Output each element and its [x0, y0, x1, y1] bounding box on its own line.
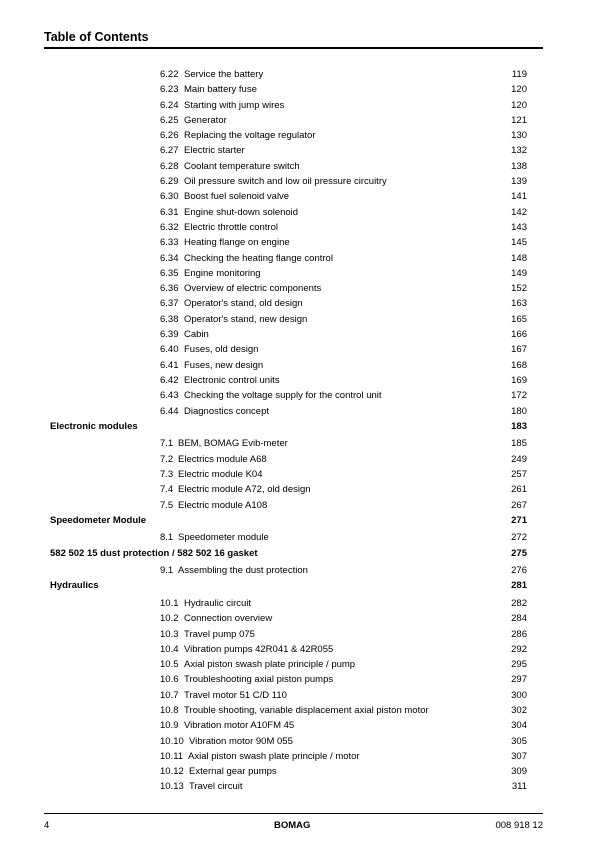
toc-entry-number: 9.1	[160, 565, 174, 577]
toc-page-number: 305	[511, 735, 527, 747]
toc-entry-title: Operator's stand, new design	[184, 313, 308, 325]
toc-page-number: 141	[511, 191, 527, 203]
toc-entry-title: Electrics module A68	[178, 453, 267, 465]
toc-entry-number: 6.23	[160, 84, 179, 96]
toc-entry-number: 10.3	[160, 628, 179, 640]
toc-entry-title: Connection overview	[184, 613, 273, 625]
toc-entry-title: Fuses, new design	[184, 359, 264, 371]
toc-entry[interactable]	[0, 749, 596, 764]
toc-page-number: 286	[511, 628, 527, 640]
toc-page-number: 120	[511, 99, 527, 111]
toc-entry[interactable]	[0, 596, 596, 611]
toc-entry[interactable]	[0, 358, 596, 373]
toc-page-number: 148	[511, 252, 527, 264]
toc-entry-number: 6.36	[160, 283, 179, 295]
toc-entry[interactable]	[0, 281, 596, 296]
toc-entry-number: 10.13	[160, 781, 184, 793]
toc-entry-number: 6.22	[160, 69, 179, 80]
toc-page-number: 304	[511, 720, 527, 732]
footer-doc-number: 008 918 12	[495, 820, 543, 831]
toc-entry-title: Boost fuel solenoid valve	[184, 191, 290, 203]
toc-page-number: 267	[511, 499, 527, 511]
toc-page-number: 261	[511, 484, 527, 496]
toc-entry-title: Starting with jump wires	[184, 99, 285, 111]
toc-page-number: 165	[511, 313, 527, 325]
toc-page-number: 172	[511, 390, 527, 402]
toc-entry-number: 6.42	[160, 374, 179, 386]
toc-entry[interactable]	[0, 718, 596, 733]
toc-page-number: 145	[511, 237, 527, 249]
toc-entry[interactable]	[0, 205, 596, 220]
toc-entry-number: 6.27	[160, 145, 179, 157]
toc-section-title: Electronic modules	[50, 420, 138, 432]
toc-entry[interactable]	[0, 128, 596, 143]
toc-page-number: 297	[511, 674, 527, 686]
toc-entry-number: 7.4	[160, 484, 174, 496]
toc-entry[interactable]	[0, 467, 596, 482]
footer-brand: BOMAG	[274, 820, 311, 831]
toc-page-number: 139	[511, 176, 527, 188]
toc-entry[interactable]	[0, 143, 596, 158]
footer-divider	[44, 813, 543, 814]
toc-entry[interactable]	[0, 312, 596, 327]
toc-entry-title: Vibration pumps 42R041 & 42R055	[184, 643, 334, 655]
toc-entry-title: Speedometer module	[178, 532, 269, 544]
toc-page-number: 302	[511, 704, 527, 716]
toc-page-number: 180	[511, 405, 527, 417]
title-divider	[44, 47, 543, 49]
toc-entry[interactable]	[0, 611, 596, 626]
toc-entry-title: Electronic control units	[184, 374, 280, 386]
toc-entry-title: Main battery fuse	[184, 84, 257, 96]
toc-entry-title: Generator	[184, 114, 227, 126]
table-of-contents	[0, 67, 596, 795]
toc-entry-number: 10.12	[160, 766, 184, 778]
toc-entry[interactable]	[0, 235, 596, 250]
toc-section-heading[interactable]	[0, 419, 596, 436]
toc-entry[interactable]	[0, 627, 596, 642]
toc-page-number: 167	[511, 344, 527, 356]
toc-page-number: 163	[511, 298, 527, 310]
toc-entry-number: 6.37	[160, 298, 179, 310]
toc-entry-number: 6.39	[160, 329, 179, 341]
toc-entry-number: 6.29	[160, 176, 179, 188]
toc-page-number: 275	[511, 547, 527, 559]
toc-page-number: 257	[511, 468, 527, 480]
toc-entry[interactable]	[0, 764, 596, 779]
toc-entry-title: Travel pump 075	[184, 628, 255, 640]
toc-entry-title: Replacing the voltage regulator	[184, 130, 316, 142]
toc-entry-number: 10.9	[160, 720, 179, 732]
toc-page-number: 143	[511, 221, 527, 233]
toc-entry-title: Assembling the dust protection	[178, 565, 308, 577]
toc-entry-title: Electric module A108	[178, 499, 268, 511]
toc-entry-number: 7.2	[160, 453, 174, 465]
toc-entry-title: Hydraulic circuit	[184, 597, 252, 609]
toc-entry-number: 10.1	[160, 597, 179, 609]
toc-section-heading[interactable]	[0, 578, 596, 595]
toc-page-number: 142	[511, 206, 527, 218]
toc-entry-title: Operator's stand, old design	[184, 298, 303, 310]
toc-section-title: Speedometer Module	[50, 514, 147, 526]
toc-entry-title: Oil pressure switch and low oil pressure circuitry	[184, 176, 387, 188]
toc-page-number: 276	[511, 565, 527, 577]
toc-section-heading[interactable]	[0, 546, 596, 563]
toc-entry-title: Electric module K04	[178, 468, 263, 480]
toc-entry[interactable]	[0, 436, 596, 451]
toc-entry[interactable]	[0, 530, 596, 545]
toc-page-number: 119	[511, 69, 527, 80]
page-title: Table of Contents	[44, 30, 149, 44]
toc-entry-number: 10.6	[160, 674, 179, 686]
toc-entry-number: 6.30	[160, 191, 179, 203]
toc-page-number: 130	[511, 130, 527, 142]
toc-entry-number: 6.41	[160, 359, 179, 371]
toc-section-heading[interactable]	[0, 513, 596, 530]
toc-entry-number: 10.11	[160, 750, 184, 762]
toc-page-number: 307	[511, 750, 527, 762]
toc-entry-title: Coolant temperature switch	[184, 160, 300, 172]
toc-entry-title: Overview of electric components	[184, 283, 322, 295]
toc-entry-number: 7.3	[160, 468, 174, 480]
toc-page-number: 168	[511, 359, 527, 371]
footer-page-number: 4	[44, 820, 50, 831]
toc-page-number: 272	[511, 532, 527, 544]
toc-page-number: 309	[511, 766, 527, 778]
toc-entry-number: 6.38	[160, 313, 179, 325]
toc-entry-title: Electric starter	[184, 145, 245, 157]
toc-entry-number: 6.25	[160, 114, 179, 126]
toc-entry-number: 6.34	[160, 252, 179, 264]
toc-entry-title: Heating flange on engine	[184, 237, 290, 249]
toc-entry[interactable]	[0, 388, 596, 403]
toc-entry[interactable]	[0, 688, 596, 703]
toc-entry-title: Vibration motor 90M 055	[189, 735, 293, 747]
toc-section-title: 582 502 15 dust protection / 582 502 16 gasket	[50, 547, 258, 559]
toc-entry[interactable]	[0, 657, 596, 672]
toc-page-number: 138	[511, 160, 527, 172]
toc-page-number: 120	[511, 84, 527, 96]
toc-entry-title: Fuses, old design	[184, 344, 259, 356]
toc-page-number: 121	[511, 114, 527, 126]
toc-page-number: 311	[511, 781, 527, 793]
toc-entry[interactable]	[0, 672, 596, 687]
toc-entry-number: 10.8	[160, 704, 179, 716]
toc-entry-title: BEM, BOMAG Evib-meter	[178, 438, 288, 450]
toc-page-number: 132	[511, 145, 527, 157]
toc-page-number: 281	[511, 580, 527, 592]
toc-page-number: 300	[511, 689, 527, 701]
toc-entry[interactable]	[0, 327, 596, 342]
toc-page-number: 292	[511, 643, 527, 655]
toc-entry-title: Diagnostics concept	[184, 405, 270, 417]
toc-entry-title: Travel circuit	[189, 781, 243, 793]
toc-entry[interactable]	[0, 734, 596, 749]
toc-entry[interactable]	[0, 563, 596, 578]
toc-entry-number: 8.1	[160, 532, 174, 544]
toc-page-number: 169	[511, 374, 527, 386]
toc-page-number: 271	[511, 514, 527, 526]
toc-entry-number: 6.26	[160, 130, 179, 142]
toc-entry-title: Trouble shooting, variable displacement axial piston motor	[184, 704, 429, 716]
toc-entry-number: 6.24	[160, 99, 179, 111]
toc-entry-title: Vibration motor A10FM 45	[184, 720, 295, 732]
toc-entry-title: Axial piston swash plate principle / pump	[184, 659, 356, 671]
toc-entry[interactable]	[0, 482, 596, 497]
toc-entry[interactable]	[0, 404, 596, 419]
toc-page-number: 284	[511, 613, 527, 625]
toc-page-number: 149	[511, 267, 527, 279]
toc-entry-number: 10.5	[160, 659, 179, 671]
toc-entry-number: 10.4	[160, 643, 179, 655]
toc-entry-number: 6.43	[160, 390, 179, 402]
toc-page-number: 282	[511, 597, 527, 609]
toc-entry[interactable]	[0, 703, 596, 718]
toc-entry-number: 7.1	[160, 438, 174, 450]
toc-entry-number: 10.7	[160, 689, 179, 701]
toc-entry[interactable]	[0, 220, 596, 235]
toc-entry-title: Checking the heating flange control	[184, 252, 333, 264]
toc-entry-number: 6.31	[160, 206, 179, 218]
toc-entry[interactable]	[0, 779, 596, 794]
toc-entry-number: 6.33	[160, 237, 179, 249]
toc-entry[interactable]	[0, 452, 596, 467]
toc-entry-title: External gear pumps	[189, 766, 277, 778]
toc-entry-number: 6.28	[160, 160, 179, 172]
toc-section-title: Hydraulics	[50, 580, 99, 592]
toc-page-number: 166	[511, 329, 527, 341]
toc-entry-title: Troubleshooting axial piston pumps	[184, 674, 334, 686]
toc-entry[interactable]	[0, 251, 596, 266]
toc-entry[interactable]	[0, 159, 596, 174]
toc-page-number: 185	[511, 438, 527, 450]
toc-entry[interactable]	[0, 266, 596, 281]
toc-entry[interactable]	[0, 98, 596, 113]
toc-entry-title: Service the battery	[184, 69, 264, 80]
toc-entry-number: 6.32	[160, 221, 179, 233]
toc-entry[interactable]	[0, 642, 596, 657]
toc-entry[interactable]	[0, 113, 596, 128]
toc-entry-number: 7.5	[160, 499, 174, 511]
toc-entry[interactable]	[0, 342, 596, 357]
toc-entry[interactable]	[0, 189, 596, 204]
toc-entry-number: 10.2	[160, 613, 179, 625]
toc-page-number: 249	[511, 453, 527, 465]
toc-entry-title: Electric throttle control	[184, 221, 278, 233]
toc-entry-number: 10.10	[160, 735, 184, 747]
toc-entry[interactable]	[0, 373, 596, 388]
toc-entry[interactable]	[0, 174, 596, 189]
toc-entry-number: 6.40	[160, 344, 179, 356]
toc-entry[interactable]	[0, 498, 596, 513]
toc-entry-title: Axial piston swash plate principle / motor	[188, 750, 360, 762]
toc-entry-title: Electric module A72, old design	[178, 484, 311, 496]
toc-entry-number: 6.35	[160, 267, 179, 279]
toc-entry-title: Checking the voltage supply for the control unit	[184, 390, 382, 402]
toc-page-number: 295	[511, 659, 527, 671]
toc-entry-title: Engine shut-down solenoid	[184, 206, 299, 218]
toc-page-number: 183	[511, 420, 527, 432]
toc-entry[interactable]	[0, 67, 596, 82]
toc-entry[interactable]	[0, 296, 596, 311]
toc-entry-title: Engine monitoring	[184, 267, 261, 279]
toc-entry-number: 6.44	[160, 405, 179, 417]
toc-entry-title: Cabin	[184, 329, 209, 341]
toc-entry[interactable]	[0, 82, 596, 97]
toc-entry-title: Travel motor 51 C/D 110	[184, 689, 287, 701]
toc-page-number: 152	[511, 283, 527, 295]
